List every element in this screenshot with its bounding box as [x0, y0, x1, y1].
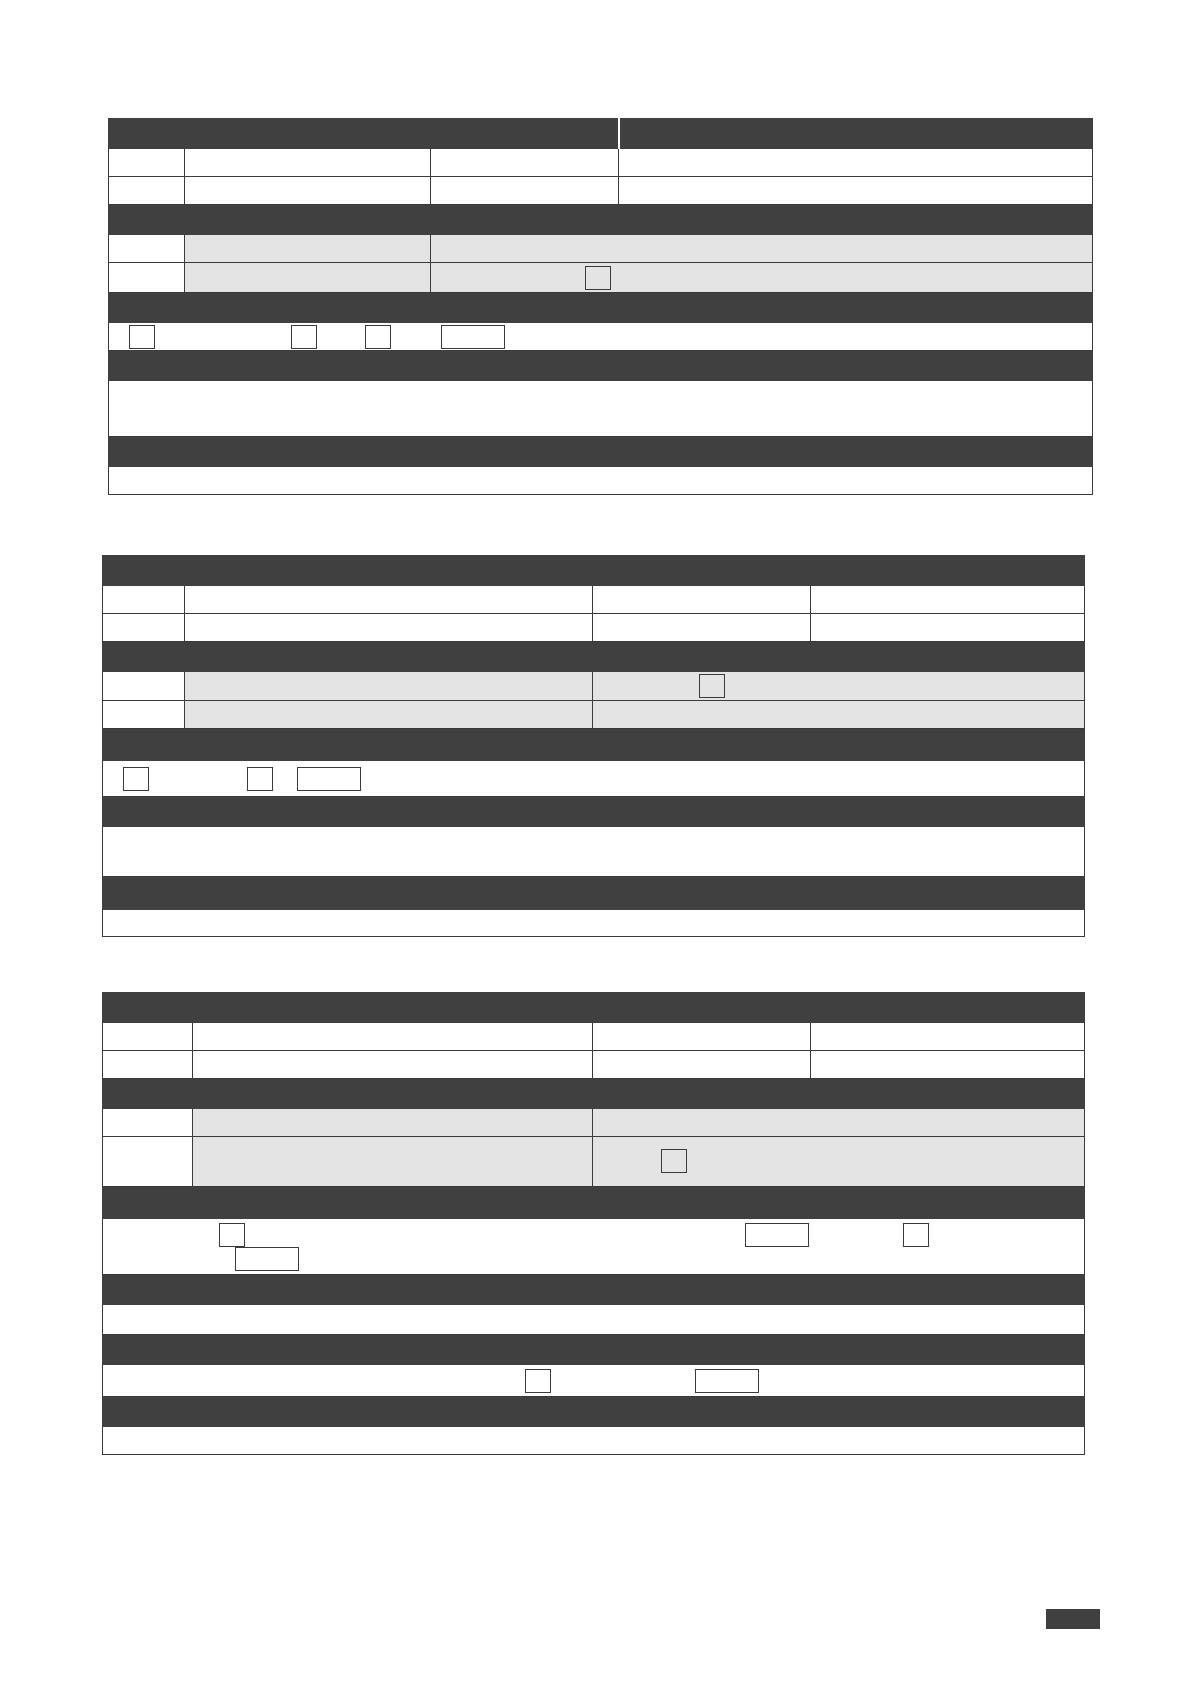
cell — [109, 177, 185, 205]
cell — [103, 1219, 1085, 1275]
table-row — [103, 1137, 1085, 1187]
header-cell-request — [109, 205, 431, 235]
cell — [103, 1365, 1085, 1397]
cell — [185, 177, 431, 205]
header-cell-feedback — [103, 797, 1085, 827]
table-row — [103, 1219, 1085, 1275]
table-row — [103, 1051, 1085, 1079]
cell — [109, 323, 1093, 351]
table-row — [103, 827, 1085, 877]
table-row — [103, 1427, 1085, 1455]
page-number-badge — [1046, 1609, 1100, 1629]
header-cell-parameters — [109, 293, 1093, 323]
cell — [619, 177, 1093, 205]
header-cell-type — [593, 993, 811, 1023]
table-row — [109, 235, 1093, 263]
cell — [103, 827, 1085, 877]
marker-box — [441, 325, 505, 349]
cell — [185, 586, 593, 614]
table-header-row — [103, 877, 1085, 910]
command-table-2 — [102, 555, 1085, 937]
cell — [811, 586, 1085, 614]
table-header-row — [103, 797, 1085, 827]
header-cell-response — [431, 205, 1093, 235]
table-header-row — [103, 1275, 1085, 1305]
marker-box — [585, 266, 611, 290]
cell — [193, 1023, 593, 1051]
cell — [593, 1051, 811, 1079]
marker-box — [129, 325, 155, 349]
cell — [811, 1023, 1085, 1051]
table-row — [103, 672, 1085, 701]
marker-box — [699, 674, 725, 698]
marker-box — [247, 767, 273, 791]
marker-box — [695, 1369, 759, 1393]
cell — [103, 761, 1085, 797]
marker-box — [903, 1223, 929, 1247]
cell — [185, 614, 593, 642]
table-header-row — [103, 1079, 1085, 1109]
header-cell-feedback — [103, 1275, 1085, 1305]
table-header-row — [103, 993, 1085, 1023]
cell — [109, 149, 185, 177]
table-row — [103, 1305, 1085, 1335]
table-header-row — [109, 119, 1093, 149]
cell — [109, 467, 1093, 495]
marker-box — [123, 767, 149, 791]
marker-box — [745, 1223, 809, 1247]
table-header-row — [103, 729, 1085, 761]
cell — [103, 586, 185, 614]
marker-box — [365, 325, 391, 349]
table-row — [109, 323, 1093, 351]
cell — [185, 235, 431, 263]
cell — [431, 263, 1093, 293]
cell — [185, 701, 593, 729]
marker-box — [661, 1149, 687, 1173]
cell — [593, 701, 1085, 729]
table-row — [109, 263, 1093, 293]
cell — [109, 381, 1093, 437]
header-cell-notes — [103, 1397, 1085, 1427]
header-cell-response — [593, 1079, 1085, 1109]
cell — [431, 177, 619, 205]
header-cell-example — [103, 877, 1085, 910]
table-row — [103, 586, 1085, 614]
header-cell-type — [593, 556, 811, 586]
cell — [103, 1137, 193, 1187]
table-header-row — [103, 1335, 1085, 1365]
cell — [103, 672, 185, 701]
cell — [103, 1051, 193, 1079]
table-header-row — [109, 437, 1093, 467]
table-header-row — [103, 1187, 1085, 1219]
header-cell-command — [109, 119, 431, 149]
marker-box — [219, 1223, 245, 1247]
header-cell-request — [103, 642, 593, 672]
header-cell-permission — [811, 556, 1085, 586]
table-row — [103, 1109, 1085, 1137]
header-cell-permission — [619, 119, 1093, 149]
table-row — [103, 1023, 1085, 1051]
header-cell-permission — [811, 993, 1085, 1023]
header-cell-parameters — [103, 1187, 1085, 1219]
marker-box — [291, 325, 317, 349]
table-row — [109, 381, 1093, 437]
table-row — [109, 467, 1093, 495]
cell — [593, 1109, 1085, 1137]
table-row — [103, 1365, 1085, 1397]
cell — [103, 1023, 193, 1051]
cell — [185, 149, 431, 177]
cell — [593, 614, 811, 642]
table-row — [103, 761, 1085, 797]
table-header-row — [103, 1397, 1085, 1427]
cell — [103, 701, 185, 729]
table-header-row — [103, 642, 1085, 672]
header-cell-type — [431, 119, 619, 149]
marker-box — [235, 1247, 299, 1271]
header-cell-request — [103, 1079, 593, 1109]
marker-box — [525, 1369, 551, 1393]
table-row — [103, 614, 1085, 642]
table-row — [109, 149, 1093, 177]
cell — [593, 586, 811, 614]
cell — [193, 1051, 593, 1079]
cell — [193, 1109, 593, 1137]
header-cell-response — [593, 642, 1085, 672]
cell — [185, 263, 431, 293]
header-cell-command — [103, 993, 593, 1023]
cell — [185, 672, 593, 701]
cell — [593, 672, 1085, 701]
cell — [193, 1137, 593, 1187]
cell — [103, 1427, 1085, 1455]
cell — [811, 614, 1085, 642]
header-cell-feedback — [109, 351, 1093, 381]
table-row — [109, 177, 1093, 205]
cell — [109, 235, 185, 263]
header-cell-example — [109, 437, 1093, 467]
cell — [431, 149, 619, 177]
cell — [811, 1051, 1085, 1079]
cell — [103, 1109, 193, 1137]
marker-box — [297, 767, 361, 791]
command-table-3 — [102, 992, 1085, 1455]
cell — [109, 263, 185, 293]
cell — [619, 149, 1093, 177]
table-header-row — [103, 556, 1085, 586]
table-row — [103, 701, 1085, 729]
cell — [103, 910, 1085, 937]
header-cell-parameters — [103, 729, 1085, 761]
table-header-row — [109, 351, 1093, 381]
cell — [593, 1023, 811, 1051]
cell — [103, 614, 185, 642]
cell — [431, 235, 1093, 263]
command-table-1 — [108, 118, 1093, 495]
cell — [103, 1305, 1085, 1335]
header-cell-command — [103, 556, 593, 586]
header-cell-example — [103, 1335, 1085, 1365]
table-row — [103, 910, 1085, 937]
table-header-row — [109, 293, 1093, 323]
cell — [593, 1137, 1085, 1187]
table-header-row — [109, 205, 1093, 235]
